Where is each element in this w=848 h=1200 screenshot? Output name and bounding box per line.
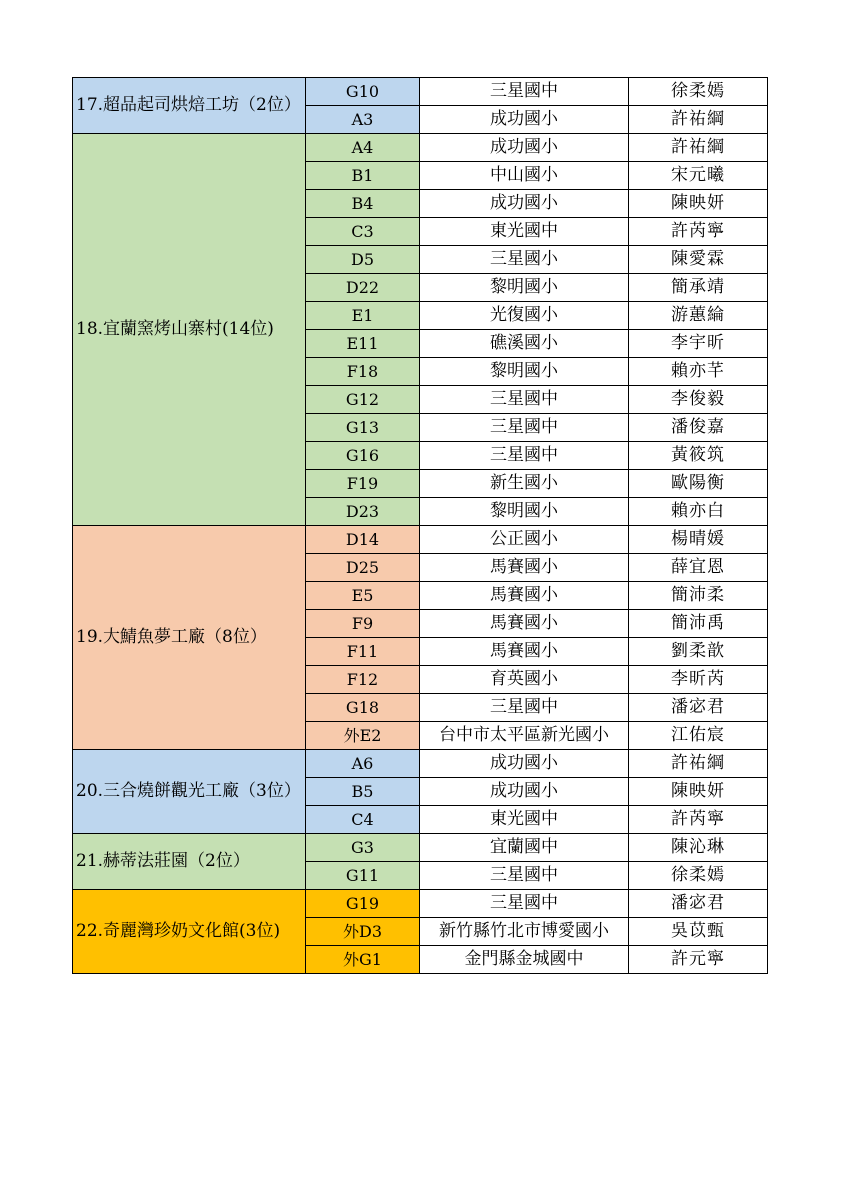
student-name-cell: 陳映妍 <box>629 778 768 806</box>
student-name-cell: 簡承靖 <box>629 274 768 302</box>
student-code-cell: G11 <box>306 862 420 890</box>
student-name-cell: 潘宓君 <box>629 890 768 918</box>
student-name-cell: 李昕芮 <box>629 666 768 694</box>
school-cell: 東光國中 <box>420 806 629 834</box>
school-cell: 成功國小 <box>420 190 629 218</box>
school-cell: 光復國小 <box>420 302 629 330</box>
student-code-cell: D5 <box>306 246 420 274</box>
student-name-cell: 賴亦芊 <box>629 358 768 386</box>
school-cell: 育英國小 <box>420 666 629 694</box>
student-code-cell: B5 <box>306 778 420 806</box>
student-code-cell: F11 <box>306 638 420 666</box>
school-cell: 成功國小 <box>420 778 629 806</box>
table-row <box>73 134 768 162</box>
school-cell: 金門縣金城國中 <box>420 946 629 974</box>
student-name-cell: 許祐綱 <box>629 134 768 162</box>
school-cell: 新竹縣竹北市博愛國小 <box>420 918 629 946</box>
student-name-cell: 許芮寧 <box>629 218 768 246</box>
school-cell: 三星國中 <box>420 414 629 442</box>
student-code-cell: G13 <box>306 414 420 442</box>
student-code-cell: G16 <box>306 442 420 470</box>
school-cell: 公正國小 <box>420 526 629 554</box>
student-name-cell: 簡沛柔 <box>629 582 768 610</box>
student-code-cell: F19 <box>306 470 420 498</box>
school-cell: 成功國小 <box>420 750 629 778</box>
student-name-cell: 楊晴媛 <box>629 526 768 554</box>
student-code-cell: C3 <box>306 218 420 246</box>
student-name-cell: 吳苡甄 <box>629 918 768 946</box>
school-cell: 宜蘭國中 <box>420 834 629 862</box>
student-code-cell: D25 <box>306 554 420 582</box>
table-row <box>73 78 768 106</box>
venue-cell: 22.奇麗灣珍奶文化館(3位) <box>73 890 306 974</box>
school-cell: 馬賽國小 <box>420 610 629 638</box>
school-cell: 三星國中 <box>420 78 629 106</box>
school-cell: 新生國小 <box>420 470 629 498</box>
student-name-cell: 李俊毅 <box>629 386 768 414</box>
student-code-cell: D14 <box>306 526 420 554</box>
student-name-cell: 陳沁琳 <box>629 834 768 862</box>
venue-cell: 19.大鯖魚夢工廠（8位） <box>73 526 306 750</box>
student-name-cell: 陳愛霖 <box>629 246 768 274</box>
student-code-cell: G12 <box>306 386 420 414</box>
student-code-cell: A4 <box>306 134 420 162</box>
student-name-cell: 許祐綱 <box>629 106 768 134</box>
student-code-cell: D23 <box>306 498 420 526</box>
student-name-cell: 歐陽衡 <box>629 470 768 498</box>
student-name-cell: 潘宓君 <box>629 694 768 722</box>
student-code-cell: G3 <box>306 834 420 862</box>
student-name-cell: 徐柔嫣 <box>629 862 768 890</box>
student-code-cell: G18 <box>306 694 420 722</box>
student-code-cell: E1 <box>306 302 420 330</box>
student-code-cell: D22 <box>306 274 420 302</box>
student-name-cell: 徐柔嫣 <box>629 78 768 106</box>
student-code-cell: B4 <box>306 190 420 218</box>
student-name-cell: 潘俊嘉 <box>629 414 768 442</box>
table-row <box>73 750 768 778</box>
student-code-cell: G19 <box>306 890 420 918</box>
table-row <box>73 526 768 554</box>
student-code-cell: F18 <box>306 358 420 386</box>
student-name-cell: 游蕙綸 <box>629 302 768 330</box>
student-name-cell: 許祐綱 <box>629 750 768 778</box>
student-code-cell: 外G1 <box>306 946 420 974</box>
school-cell: 成功國小 <box>420 106 629 134</box>
student-code-cell: F12 <box>306 666 420 694</box>
student-code-cell: B1 <box>306 162 420 190</box>
school-cell: 三星國小 <box>420 246 629 274</box>
student-code-cell: A3 <box>306 106 420 134</box>
school-cell: 三星國中 <box>420 386 629 414</box>
student-name-cell: 江佑宸 <box>629 722 768 750</box>
venue-cell: 20.三合燒餅觀光工廠（3位） <box>73 750 306 834</box>
student-code-cell: C4 <box>306 806 420 834</box>
venue-cell: 18.宜蘭窯烤山寨村(14位) <box>73 134 306 526</box>
student-name-cell: 賴亦白 <box>629 498 768 526</box>
school-cell: 礁溪國小 <box>420 330 629 358</box>
table-row <box>73 834 768 862</box>
student-name-cell: 薛宜恩 <box>629 554 768 582</box>
student-code-cell: G10 <box>306 78 420 106</box>
school-cell: 馬賽國小 <box>420 638 629 666</box>
venue-cell: 17.超品起司烘焙工坊（2位） <box>73 78 306 134</box>
school-cell: 黎明國小 <box>420 498 629 526</box>
school-cell: 黎明國小 <box>420 274 629 302</box>
student-code-cell: A6 <box>306 750 420 778</box>
student-name-cell: 許芮寧 <box>629 806 768 834</box>
student-name-cell: 簡沛禹 <box>629 610 768 638</box>
student-name-cell: 黃筱筑 <box>629 442 768 470</box>
school-cell: 馬賽國小 <box>420 582 629 610</box>
roster-table <box>72 77 768 974</box>
school-cell: 黎明國小 <box>420 358 629 386</box>
school-cell: 中山國小 <box>420 162 629 190</box>
student-name-cell: 陳映妍 <box>629 190 768 218</box>
table-row <box>73 890 768 918</box>
student-name-cell: 宋元曦 <box>629 162 768 190</box>
student-name-cell: 許元寧 <box>629 946 768 974</box>
student-code-cell: E11 <box>306 330 420 358</box>
school-cell: 三星國中 <box>420 862 629 890</box>
school-cell: 台中市太平區新光國小 <box>420 722 629 750</box>
student-name-cell: 劉柔歆 <box>629 638 768 666</box>
roster-body <box>73 78 768 974</box>
venue-cell: 21.赫蒂法莊園（2位） <box>73 834 306 890</box>
school-cell: 三星國中 <box>420 442 629 470</box>
student-code-cell: 外D3 <box>306 918 420 946</box>
school-cell: 成功國小 <box>420 134 629 162</box>
student-code-cell: E5 <box>306 582 420 610</box>
school-cell: 三星國中 <box>420 890 629 918</box>
school-cell: 馬賽國小 <box>420 554 629 582</box>
school-cell: 三星國中 <box>420 694 629 722</box>
student-code-cell: 外E2 <box>306 722 420 750</box>
student-code-cell: F9 <box>306 610 420 638</box>
school-cell: 東光國中 <box>420 218 629 246</box>
student-name-cell: 李宇昕 <box>629 330 768 358</box>
